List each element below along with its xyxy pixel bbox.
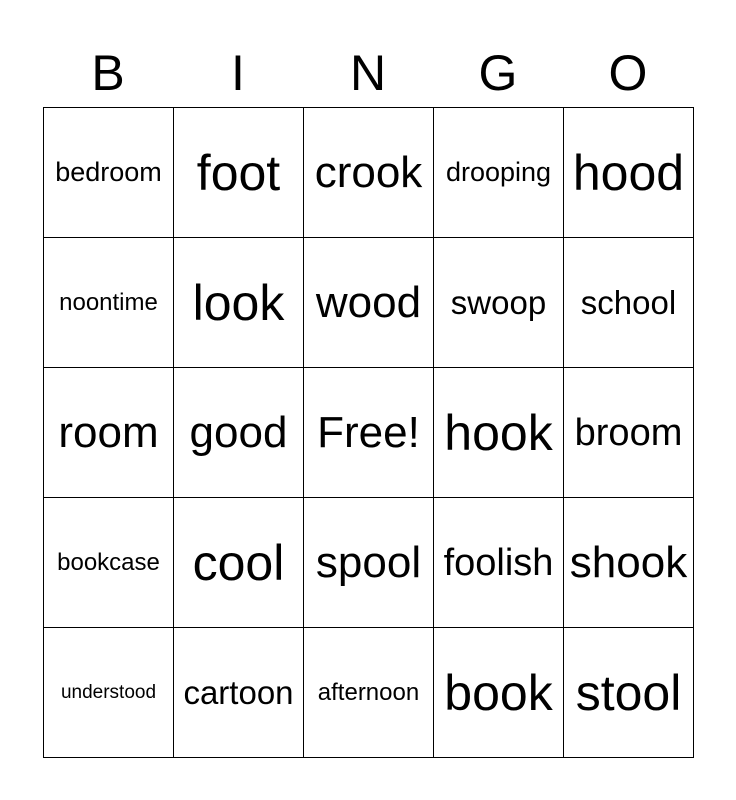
bingo-cell[interactable]: foot [174, 108, 304, 238]
header-letter-g: G [478, 45, 518, 101]
bingo-cell[interactable]: school [564, 238, 694, 368]
free-space[interactable]: Free! [304, 368, 434, 498]
bingo-cell[interactable]: room [44, 368, 174, 498]
bingo-cell[interactable]: spool [304, 498, 434, 628]
bingo-cell[interactable]: afternoon [304, 628, 434, 758]
bingo-cell[interactable]: hook [434, 368, 564, 498]
bingo-board [43, 107, 694, 758]
bingo-cell[interactable]: stool [564, 628, 694, 758]
bingo-cell[interactable]: cartoon [174, 628, 304, 758]
header-letter-o: O [608, 45, 648, 101]
bingo-cell[interactable]: bookcase [44, 498, 174, 628]
bingo-cell[interactable]: bedroom [44, 108, 174, 238]
bingo-cell[interactable]: good [174, 368, 304, 498]
bingo-cell[interactable]: foolish [434, 498, 564, 628]
bingo-header [43, 40, 693, 106]
bingo-cell[interactable]: book [434, 628, 564, 758]
bingo-cell[interactable]: hood [564, 108, 694, 238]
bingo-cell[interactable]: wood [304, 238, 434, 368]
bingo-cell[interactable]: crook [304, 108, 434, 238]
bingo-cell[interactable]: understood [44, 628, 174, 758]
bingo-cell[interactable]: broom [564, 368, 694, 498]
header-letter-i: I [231, 45, 245, 101]
bingo-cell[interactable]: cool [174, 498, 304, 628]
header-letter-b: B [91, 45, 125, 101]
header-letter-n: N [349, 45, 387, 101]
bingo-cell[interactable]: drooping [434, 108, 564, 238]
bingo-cell[interactable]: noontime [44, 238, 174, 368]
bingo-cell[interactable]: shook [564, 498, 694, 628]
bingo-cell[interactable]: swoop [434, 238, 564, 368]
bingo-cell[interactable]: look [174, 238, 304, 368]
